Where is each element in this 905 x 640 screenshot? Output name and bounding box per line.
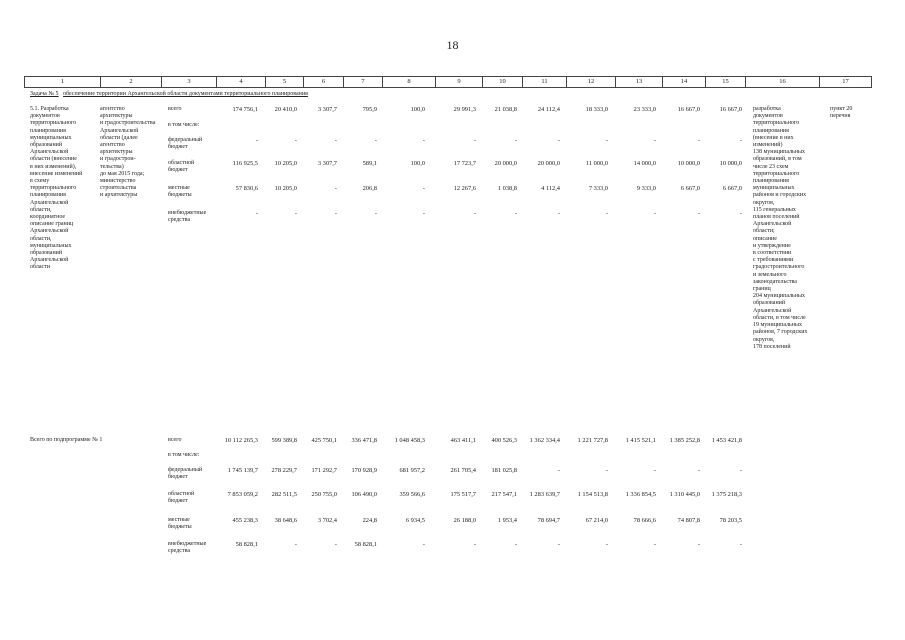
funding-value: -: [653, 137, 656, 144]
funding-value: 681 957,2: [399, 467, 425, 474]
funding-source-label: всего: [168, 437, 182, 443]
funding-value: 250 755,0: [311, 491, 337, 498]
funding-value: 336 471,8: [351, 437, 377, 444]
funding-value: 26 188,0: [453, 517, 476, 524]
funding-source-label: в том числе:: [168, 452, 200, 458]
funding-value: -: [334, 185, 337, 192]
funding-value: 67 214,0: [585, 517, 608, 524]
funding-value: -: [605, 137, 608, 144]
col-header-cell: 3: [161, 77, 216, 87]
funding-value: -: [422, 185, 425, 192]
funding-value: 217 547,1: [491, 491, 517, 498]
funding-value: -: [739, 541, 742, 548]
funding-value: 17 723,7: [453, 160, 476, 167]
funding-value: 10 205,0: [274, 185, 297, 192]
funding-source-label: федеральный бюджет: [168, 467, 203, 481]
perechen-link: пункт 20 перечня: [830, 106, 853, 120]
funding-value: 57 830,6: [235, 185, 258, 192]
funding-source-label: местные бюджеты: [168, 185, 192, 199]
funding-value: 6 934,5: [405, 517, 425, 524]
funding-value: -: [334, 210, 337, 217]
funding-value: -: [422, 137, 425, 144]
funding-value: -: [514, 541, 517, 548]
funding-value: 16 667,0: [719, 106, 742, 113]
funding-source-label: областной бюджет: [168, 491, 195, 505]
funding-value: 10 000,0: [719, 160, 742, 167]
funding-value: -: [294, 541, 297, 548]
col-header-cell: 6: [303, 77, 343, 87]
funding-value: 181 025,8: [491, 467, 517, 474]
funding-value: 1 953,4: [497, 517, 517, 524]
col-header-cell: 11: [522, 77, 566, 87]
funding-value: 11 000,0: [585, 160, 608, 167]
col-header-cell: 9: [435, 77, 482, 87]
funding-value: 1 375 218,3: [711, 491, 742, 498]
col-header-cell: 1: [60, 78, 65, 85]
col-header-cell: 14: [662, 77, 705, 87]
funding-value: 100,0: [410, 106, 425, 113]
funding-value: -: [605, 210, 608, 217]
funding-source-label: в том числе:: [168, 122, 200, 128]
funding-value: 38 648,6: [274, 517, 297, 524]
funding-value: 24 112,4: [537, 106, 560, 113]
funding-value: 261 705,4: [450, 467, 476, 474]
funding-source-label: местные бюджеты: [168, 517, 192, 531]
funding-value: 10 000,0: [677, 160, 700, 167]
col-header-cell: 13: [615, 77, 662, 87]
col-header-cell: 16: [745, 77, 819, 87]
funding-value: 78 694,7: [537, 517, 560, 524]
funding-value: -: [473, 210, 476, 217]
funding-value: 20 000,0: [537, 160, 560, 167]
funding-value: 10 205,0: [274, 160, 297, 167]
funding-value: 3 702,4: [317, 517, 337, 524]
funding-value: 463 411,1: [450, 437, 476, 444]
funding-value: -: [697, 541, 700, 548]
funding-value: 106 490,0: [351, 491, 377, 498]
funding-value: -: [653, 210, 656, 217]
funding-value: 18 333,0: [585, 106, 608, 113]
funding-value: -: [514, 210, 517, 217]
task-label: Задача № 5: [30, 91, 59, 97]
funding-value: 23 333,0: [633, 106, 656, 113]
funding-value: 3 307,7: [317, 160, 337, 167]
funding-value: 1 310 445,0: [669, 491, 700, 498]
col-header-cell: 2: [100, 77, 161, 87]
funding-value: 174 756,1: [232, 106, 258, 113]
funding-value: 3 307,7: [317, 106, 337, 113]
col-header-cell: 17: [819, 77, 871, 87]
funding-value: -: [294, 210, 297, 217]
funding-value: -: [605, 541, 608, 548]
funding-value: -: [255, 137, 258, 144]
col-header-cell: 10: [482, 77, 522, 87]
funding-value: -: [422, 210, 425, 217]
funding-value: 6 667,0: [680, 185, 700, 192]
col-header-cell: 8: [382, 77, 435, 87]
funding-value: 7 333,0: [588, 185, 608, 192]
funding-value: 12 267,6: [453, 185, 476, 192]
funding-value: 1 415 521,1: [625, 437, 656, 444]
column-number-header: [24, 76, 872, 88]
funding-value: -: [557, 541, 560, 548]
funding-value: 359 566,6: [399, 491, 425, 498]
funding-value: 1 221 727,8: [577, 437, 608, 444]
funding-value: -: [334, 541, 337, 548]
funding-value: -: [739, 137, 742, 144]
funding-value: -: [605, 467, 608, 474]
total-label: Всего по подпрограмме № 1: [30, 437, 103, 443]
funding-value: -: [739, 467, 742, 474]
funding-source-label: федеральный бюджет: [168, 137, 203, 151]
funding-value: -: [557, 137, 560, 144]
funding-value: 400 526,3: [491, 437, 517, 444]
funding-value: 4 112,4: [541, 185, 560, 192]
funding-value: 1 336 854,5: [625, 491, 656, 498]
funding-value: 1 453 421,8: [711, 437, 742, 444]
funding-value: 1 745 139,7: [227, 467, 258, 474]
funding-value: 9 333,0: [636, 185, 656, 192]
funding-source-label: областной бюджет: [168, 160, 195, 174]
task-heading: [30, 90, 308, 98]
funding-value: -: [697, 210, 700, 217]
funding-value: 1 038,8: [497, 185, 517, 192]
funding-source-label: внебюджетные средства: [168, 210, 207, 224]
funding-value: 100,0: [410, 160, 425, 167]
col-header-cell: 15: [705, 77, 745, 87]
funding-value: -: [473, 137, 476, 144]
executor: агентство архитектуры и градостроительства Архангельской области (далее агентство архитектуры и градострои- тельства) до мая 2015 года; министерство строительства и архитектуры: [100, 106, 156, 199]
funding-value: 425 750,1: [311, 437, 337, 444]
funding-value: -: [697, 137, 700, 144]
funding-value: -: [334, 137, 337, 144]
funding-value: 116 925,5: [232, 160, 258, 167]
funding-value: 16 667,0: [677, 106, 700, 113]
funding-value: -: [422, 541, 425, 548]
funding-value: 7 853 059,2: [227, 491, 258, 498]
funding-value: 78 666,6: [633, 517, 656, 524]
funding-source-label: всего: [168, 106, 182, 112]
funding-value: 278 229,7: [271, 467, 297, 474]
funding-value: 14 000,0: [633, 160, 656, 167]
funding-value: 1 154 513,8: [577, 491, 608, 498]
funding-value: 1 362 334,4: [529, 437, 560, 444]
funding-value: 20 000,0: [494, 160, 517, 167]
funding-value: 599 389,8: [271, 437, 297, 444]
activity-name: 5.1. Разработка документов территориального планирования муниципальных образований Архангельской области (внесение в них изменений), внесение изменений в схему территориального планирования Архангельской области, координатное описание границ Архангельской области, муниципальных образований Архангельской области: [30, 106, 83, 271]
funding-value: 58 828,1: [235, 541, 258, 548]
funding-value: -: [557, 467, 560, 474]
funding-value: 206,8: [362, 185, 377, 192]
funding-value: 20 410,0: [274, 106, 297, 113]
task-text: обеспечение территории Архангельской области документами территориального планирования: [63, 91, 308, 97]
funding-value: 10 112 265,3: [224, 437, 258, 444]
funding-value: -: [514, 137, 517, 144]
funding-value: 58 828,1: [354, 541, 377, 548]
col-header-cell: 12: [566, 77, 615, 87]
funding-value: 78 203,5: [719, 517, 742, 524]
funding-value: 29 991,3: [453, 106, 476, 113]
funding-value: -: [374, 137, 377, 144]
col-header-cell: 4: [216, 77, 265, 87]
funding-value: -: [255, 210, 258, 217]
funding-value: 282 511,5: [271, 491, 297, 498]
funding-value: -: [557, 210, 560, 217]
page-number: 18: [446, 38, 459, 52]
funding-value: -: [653, 541, 656, 548]
funding-value: 795,9: [362, 106, 377, 113]
col-header-cell: 5: [265, 77, 303, 87]
funding-value: -: [653, 467, 656, 474]
funding-value: 455 238,3: [232, 517, 258, 524]
funding-value: 171 292,7: [311, 467, 337, 474]
funding-value: 589,1: [362, 160, 377, 167]
funding-value: 21 038,8: [494, 106, 517, 113]
funding-value: -: [473, 541, 476, 548]
funding-value: 175 517,7: [450, 491, 476, 498]
funding-source-label: внебюджетные средства: [168, 541, 207, 555]
funding-value: -: [739, 210, 742, 217]
funding-value: 1 048 458,3: [394, 437, 425, 444]
funding-value: 1 283 639,7: [529, 491, 560, 498]
col-header-cell: 7: [343, 77, 382, 87]
funding-value: -: [294, 137, 297, 144]
funding-value: 170 928,9: [351, 467, 377, 474]
funding-value: 224,8: [362, 517, 377, 524]
funding-value: -: [697, 467, 700, 474]
funding-value: -: [374, 210, 377, 217]
expected-result: разработка документов территориального планирования (внесение в них изменений) 138 муниципальных образований, в том числе 23 схем территориального планирования муниципальных районов и городских округов, 115 генеральных планов поселений Архангельской области; описание и утверждение в соответствии с требованиями градостроительного и земельного законодательства границ 204 муниципальных образований Архангельской области, в том числе 19 муниципальных районов, 7 городских округов, 178 поселений: [753, 106, 808, 350]
funding-value: 74 807,8: [677, 517, 700, 524]
funding-value: 6 667,0: [722, 185, 742, 192]
funding-value: 1 385 252,8: [669, 437, 700, 444]
